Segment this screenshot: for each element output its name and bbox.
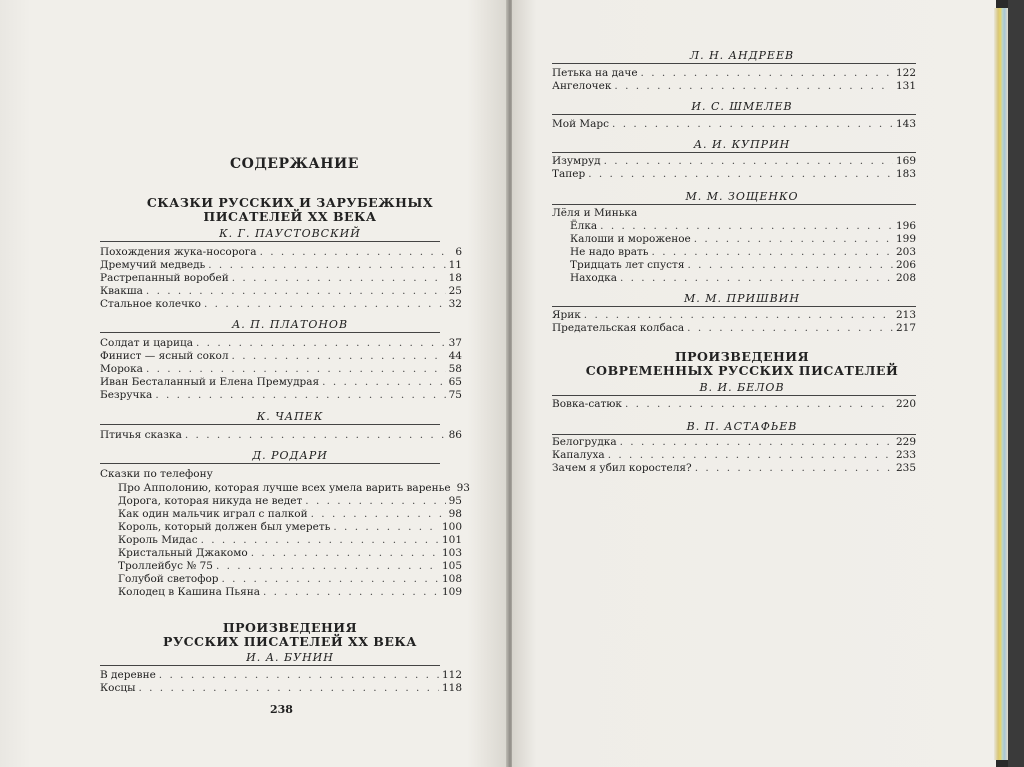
group-title: Сказки по телефону [100,468,213,480]
divider [552,152,916,153]
divider [552,114,916,115]
toc-entry: Безручка . . . 75 [100,389,462,401]
toc-entry: Косцы . . . 118 [100,682,462,694]
page-number: 238 [270,703,293,716]
toc-entry: Ангелочек . . . 131 [552,80,916,92]
toc-entry: Белогрудка . . . 229 [552,436,916,448]
toc-entry: Изумруд . . . 169 [552,155,916,167]
toc-entry: Дорога, которая никуда не ведет . . . 95 [118,495,462,507]
divider [552,395,916,396]
book-page-edges [994,8,1008,760]
toc-entry: Не надо врать . . . 203 [570,246,916,258]
toc-entry: Троллейбус № 75 . . . 105 [118,560,462,572]
author-shmelev: И. С. ШМЕЛЕВ [691,100,793,113]
toc-entry: Предательская колбаса . . . 217 [552,322,916,334]
author-chapek: К. ЧАПЕК [256,410,324,423]
author-belov: В. И. БЕЛОВ [699,381,785,394]
toc-entry: Про Апполонию, которая лучше всех умела варить варенье 93 [118,482,470,494]
toc-entry: Петька на даче . . . 122 [552,67,916,79]
toc-entry: Квакша . . . 25 [100,285,462,297]
contents-heading: СОДЕРЖАНИЕ [230,156,359,172]
divider [552,63,916,64]
author-astafyev: В. П. АСТАФЬЕВ [686,420,798,433]
right-page [512,0,996,767]
toc-entry: Колодец в Кашина Пьяна . . . 109 [118,586,462,598]
section-title-modern-writers: ПРОИЗВЕДЕНИЯ СОВРЕМЕННЫХ РУССКИХ ПИСАТЕЛЕЙ [585,349,899,378]
author-kuprin: А. И. КУПРИН [693,138,791,151]
left-page [0,0,508,767]
divider [100,332,440,333]
toc-entry: Морока . . . 58 [100,363,462,375]
author-andreev: Л. Н. АНДРЕЕВ [689,49,795,62]
divider [552,306,916,307]
toc-entry: Находка . . . 208 [570,272,916,284]
author-prishvin: М. М. ПРИШВИН [684,292,800,305]
toc-entry: В деревне . . . 112 [100,669,462,681]
toc-entry: Ёлка . . . 196 [570,220,916,232]
toc-entry: Финист — ясный сокол . . . 44 [100,350,462,362]
toc-entry: Голубой светофор . . . 108 [118,573,462,585]
section-title-russian-writers: ПРОИЗВЕДЕНИЯ РУССКИХ ПИСАТЕЛЕЙ XX ВЕКА [163,620,417,649]
toc-entry: Растрепанный воробей . . . 18 [100,272,462,284]
author-rodari: Д. РОДАРИ [252,449,328,462]
divider [100,463,440,464]
author-platonov: А. П. ПЛАТОНОВ [231,318,349,331]
divider [100,241,440,242]
toc-entry: Капалуха . . . 233 [552,449,916,461]
divider [100,665,440,666]
author-paustovsky: К. Г. ПАУСТОВСКИЙ [219,227,361,240]
toc-entry: Солдат и царица . . . 37 [100,337,462,349]
group-title: Лёля и Минька [552,207,638,219]
toc-entry: Тридцать лет спустя . . . 206 [570,259,916,271]
divider [552,434,916,435]
toc-entry: Как один мальчик играл с палкой . . . 98 [118,508,462,520]
toc-entry: Кристальный Джакомо . . . 103 [118,547,462,559]
section-title-fairy-tales: СКАЗКИ РУССКИХ И ЗАРУБЕЖНЫХ ПИСАТЕЛЕЙ XX ВЕКА [146,195,434,224]
author-bunin: И. А. БУНИН [246,651,334,664]
book-cover-edge [1008,0,1024,767]
toc-entry: Зачем я убил коростеля? . . . 235 [552,462,916,474]
toc-entry: Иван Бесталанный и Елена Премудрая . . . 65 [100,376,462,388]
toc-entry: Птичья сказка . . . 86 [100,429,462,441]
toc-entry: Калоши и мороженое . . . 199 [570,233,916,245]
divider [552,204,916,205]
author-zoshchenko: М. М. ЗОЩЕНКО [685,190,799,203]
toc-entry: Ярик . . . 213 [552,309,916,321]
toc-entry: Похождения жука-носорога . . . 6 [100,246,462,258]
divider [100,424,440,425]
toc-entry: Король Мидас . . . 101 [118,534,462,546]
toc-entry: Стальное колечко . . . 32 [100,298,462,310]
toc-entry: Тапер . . . 183 [552,168,916,180]
toc-entry: Дремучий медведь . . . 11 [100,259,462,271]
toc-entry: Вовка-сатюк . . . 220 [552,398,916,410]
toc-entry: Король, который должен был умереть . . . 100 [118,521,462,533]
toc-entry: Мой Марс . . . 143 [552,118,916,130]
